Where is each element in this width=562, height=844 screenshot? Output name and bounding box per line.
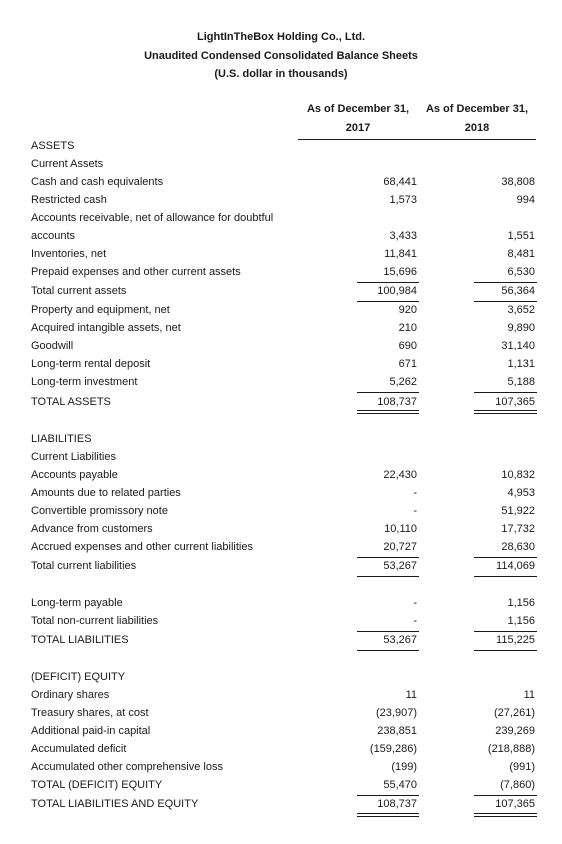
table-row-label: Treasury shares, at cost (31, 707, 149, 719)
table-cell-2018: 107,365 (495, 396, 535, 408)
table-cell-2018: 9,890 (507, 322, 535, 334)
table-cell-2017: 690 (398, 340, 417, 352)
table-cell-2018: (991) (509, 761, 535, 773)
section-heading: ASSETS (31, 140, 75, 152)
table-cell-2017: 671 (398, 358, 417, 370)
subtotal-rule (357, 795, 419, 796)
table-row-label: Acquired intangible assets, net (31, 322, 181, 334)
table-cell-2018: 994 (516, 194, 535, 206)
table-row-label: Goodwill (31, 340, 74, 352)
table-cell-2017: 238,851 (377, 725, 417, 737)
subtotal-rule (474, 282, 537, 283)
subtotal-rule (474, 301, 537, 302)
table-cell-2017: 108,737 (377, 798, 417, 810)
table-row-label: Accrued expenses and other current liabilities (31, 541, 253, 553)
col-2017-heading: As of December 31, (306, 103, 410, 115)
table-cell-2018: (218,888) (487, 743, 535, 755)
table-cell-2017: 53,267 (383, 560, 417, 572)
total-row-label: TOTAL LIABILITIES AND EQUITY (31, 798, 199, 810)
table-cell-2017: 920 (398, 304, 417, 316)
table-row-label: Ordinary shares (31, 689, 110, 701)
subsection-heading: Current Liabilities (31, 451, 116, 463)
table-cell-2017: 10,110 (384, 523, 417, 535)
table-cell-2017: 5,262 (389, 376, 417, 388)
table-row-label: Accumulated other comprehensive loss (31, 761, 223, 773)
table-row-label: Total non-current liabilities (31, 615, 159, 627)
subtotal-rule (474, 795, 537, 796)
table-cell-2017: (199) (391, 761, 417, 773)
table-row-label: Total current liabilities (31, 560, 137, 572)
table-row-label: Inventories, net (31, 248, 107, 260)
table-row-label: Restricted cash (31, 194, 107, 206)
table-row-label: Amounts due to related parties (31, 487, 181, 499)
subtotal-rule (357, 392, 419, 393)
table-cell-2017: - (413, 487, 417, 499)
table-cell-2018: 56,364 (501, 285, 535, 297)
subtotal-rule (357, 282, 419, 283)
table-cell-2018: 1,131 (507, 358, 535, 370)
total-row-label: TOTAL ASSETS (31, 396, 111, 408)
table-cell-2018: 1,551 (507, 230, 535, 242)
table-row-label: Long-term investment (31, 376, 138, 388)
total-double-rule (474, 813, 537, 817)
table-cell-2017: (159,286) (369, 743, 417, 755)
table-row-label: Long-term rental deposit (31, 358, 151, 370)
section-heading: (DEFICIT) EQUITY (31, 671, 126, 683)
table-cell-2018: 10,832 (501, 469, 535, 481)
table-cell-2018: 107,365 (495, 798, 535, 810)
table-cell-2017: 210 (398, 322, 417, 334)
subtotal-rule (474, 576, 537, 577)
table-cell-2018: 115,225 (496, 634, 535, 646)
table-cell-2018: 5,188 (507, 376, 535, 388)
total-double-rule (474, 410, 537, 414)
table-cell-2017: 20,727 (383, 541, 417, 553)
table-cell-2017: (23,907) (376, 707, 417, 719)
col-2018-year: 2018 (464, 122, 490, 134)
statement-title: Unaudited Condensed Consolidated Balance Sheets (144, 50, 418, 62)
table-cell-2017: - (413, 615, 417, 627)
total-double-rule (357, 813, 419, 817)
table-cell-2018: 3,652 (507, 304, 535, 316)
table-cell-2017: 11,841 (384, 248, 417, 260)
table-cell-2018: 1,156 (507, 615, 535, 627)
table-row-label: Accumulated deficit (31, 743, 127, 755)
subsection-heading: Current Assets (31, 158, 104, 170)
total-row-label: TOTAL (DEFICIT) EQUITY (31, 779, 163, 791)
table-cell-2017: 3,433 (389, 230, 417, 242)
subtotal-rule (357, 557, 419, 558)
table-cell-2017: 108,737 (377, 396, 417, 408)
table-cell-2017: - (413, 597, 417, 609)
table-cell-2018: 4,953 (507, 487, 535, 499)
units-note: (U.S. dollar in thousands) (214, 68, 348, 80)
table-cell-2018: 51,922 (501, 505, 535, 517)
table-cell-2017: 15,696 (383, 266, 417, 278)
col-2018-heading: As of December 31, (425, 103, 529, 115)
table-cell-2017: 11 (405, 689, 417, 701)
table-cell-2018: 11 (523, 689, 535, 701)
table-row-label: Accounts receivable, net of allowance for doubtful (31, 212, 274, 224)
col-2017-year: 2017 (345, 122, 371, 134)
table-cell-2018: 1,156 (507, 597, 535, 609)
table-row-label: Long-term payable (31, 597, 123, 609)
subtotal-rule (357, 576, 419, 577)
total-row-label: TOTAL LIABILITIES (31, 634, 129, 646)
subtotal-rule (357, 301, 419, 302)
table-cell-2018: 28,630 (501, 541, 535, 553)
total-double-rule (357, 410, 419, 414)
table-row-label: Property and equipment, net (31, 304, 170, 316)
table-cell-2018: 38,808 (501, 176, 535, 188)
table-row-label: Advance from customers (31, 523, 153, 535)
table-row-label: Prepaid expenses and other current assets (31, 266, 241, 278)
table-cell-2018: 239,269 (495, 725, 535, 737)
company-name: LightInTheBox Holding Co., Ltd. (196, 31, 366, 43)
table-cell-2018: 31,140 (501, 340, 535, 352)
table-row-label: Additional paid-in capital (31, 725, 151, 737)
table-cell-2017: 100,984 (377, 285, 417, 297)
table-cell-2018: 8,481 (507, 248, 535, 260)
table-row-label: Accounts payable (31, 469, 118, 481)
subtotal-rule (474, 557, 537, 558)
table-cell-2018: (27,261) (494, 707, 535, 719)
table-row-label: Cash and cash equivalents (31, 176, 164, 188)
table-cell-2018: 114,069 (496, 560, 535, 572)
table-cell-2017: 68,441 (383, 176, 417, 188)
table-cell-2017: 1,573 (389, 194, 417, 206)
table-cell-2017: - (413, 505, 417, 517)
table-cell-2017: 22,430 (383, 469, 417, 481)
table-row-label: Convertible promissory note (31, 505, 168, 517)
subtotal-rule (474, 392, 537, 393)
table-cell-2018: (7,860) (500, 779, 535, 791)
table-cell-2018: 6,530 (507, 266, 535, 278)
header-rule (298, 139, 536, 140)
section-heading: LIABILITIES (31, 433, 92, 445)
total-rule (357, 650, 419, 651)
table-cell-2017: 53,267 (383, 634, 417, 646)
subtotal-rule (357, 631, 419, 632)
total-rule (474, 650, 537, 651)
table-cell-2017: 55,470 (383, 779, 417, 791)
subtotal-rule (474, 631, 537, 632)
table-cell-2018: 17,732 (501, 523, 535, 535)
table-row-label: accounts (31, 230, 76, 242)
table-row-label: Total current assets (31, 285, 127, 297)
